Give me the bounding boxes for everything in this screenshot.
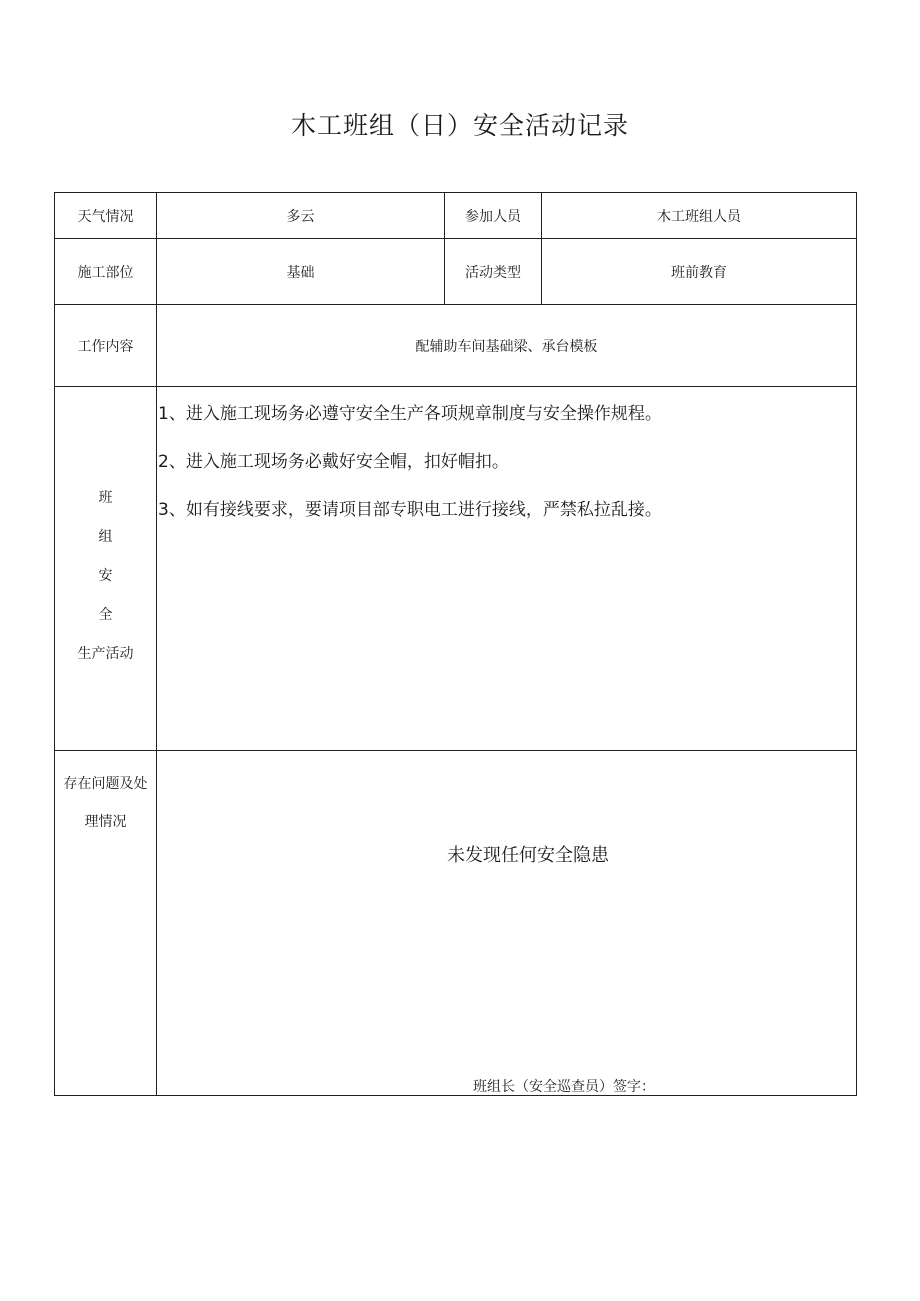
weather-value: 多云 [286,208,315,225]
safety-rule-item: 1、进入施工现场务必遵守安全生产各项规章制度与安全操作规程。 [158,404,662,424]
safety-activity-label [55,479,156,674]
issues-label-line: 存在问题及处 [63,776,148,792]
activity-record-table [54,192,857,1096]
issues-label-line: 理情况 [84,814,127,830]
participants-label: 参加人员 [465,208,521,225]
safety-label-line: 安 [98,568,113,584]
issues-label [55,765,156,841]
issues-value: 未发现任何安全隐患 [447,845,609,866]
activity-type-label: 活动类型 [465,264,521,281]
safety-rule-item: 2、进入施工现场务必戴好安全帽，扣好帽扣。 [158,452,509,472]
work-content-value: 配辅助车间基础梁、承台模板 [415,338,598,355]
safety-rules-list [158,401,848,545]
safety-label-line: 全 [98,607,113,623]
team-leader-signature-label: 班组长（安全巡查员）签字： [473,1079,655,1095]
page-title: 木工班组（日）安全活动记录 [290,111,629,140]
safety-rule-item: 3、如有接线要求，要请项目部专职电工进行接线，严禁私拉乱接。 [158,500,662,520]
weather-label: 天气情况 [77,208,134,225]
safety-label-line: 组 [98,529,113,545]
safety-label-line: 班 [98,490,113,506]
row-divider [55,386,856,387]
participants-value: 木工班组人员 [657,208,741,225]
activity-type-value: 班前教育 [671,264,727,281]
location-label: 施工部位 [77,264,134,281]
work-content-label: 工作内容 [77,338,134,355]
row-divider [55,750,856,751]
safety-label-line: 生产活动 [77,646,134,662]
location-value: 基础 [286,264,315,281]
